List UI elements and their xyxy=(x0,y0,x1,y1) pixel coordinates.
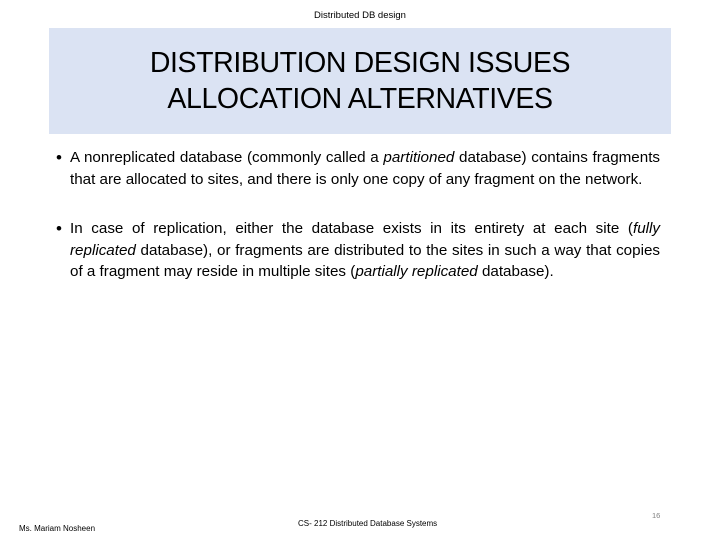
bullet-text-part: In case of replication, either the database exists in its entirety at each site ( xyxy=(70,220,633,237)
bullet-item xyxy=(56,147,660,190)
bullet-text xyxy=(70,147,660,190)
slide-header: Distributed DB design xyxy=(314,10,406,21)
footer-course: CS- 212 Distributed Database Systems xyxy=(298,519,438,528)
bullet-icon: • xyxy=(56,148,62,167)
bullet-text-part: database), or fragments are distributed to the sites in such a way that copies of a fragment may reside in multiple sites ( xyxy=(70,241,660,280)
bullet-text-emphasis: partitioned xyxy=(383,149,455,166)
bullet-item xyxy=(56,218,660,283)
bullet-text-emphasis: fully replicated xyxy=(70,220,660,259)
title-band xyxy=(49,28,671,134)
footer-author: Ms. Mariam Nosheen xyxy=(19,524,96,533)
bullet-text-part: database) contains fragments that are allocated to sites, and there is only one copy of any fragment on the network. xyxy=(70,149,661,188)
bullet-text xyxy=(70,218,660,283)
slide-title-line-1: DISTRIBUTION DESIGN ISSUES xyxy=(149,47,571,79)
bullet-text-part: database). xyxy=(477,263,554,280)
bullet-text-emphasis: partially replicated xyxy=(355,263,478,280)
slide-title-line-2: ALLOCATION ALTERNATIVES xyxy=(167,83,553,115)
bullet-text-part: A nonreplicated database (commonly called a xyxy=(70,149,384,166)
bullet-list xyxy=(56,147,660,283)
bullet-icon: • xyxy=(56,219,62,238)
page-number: 16 xyxy=(652,511,661,520)
